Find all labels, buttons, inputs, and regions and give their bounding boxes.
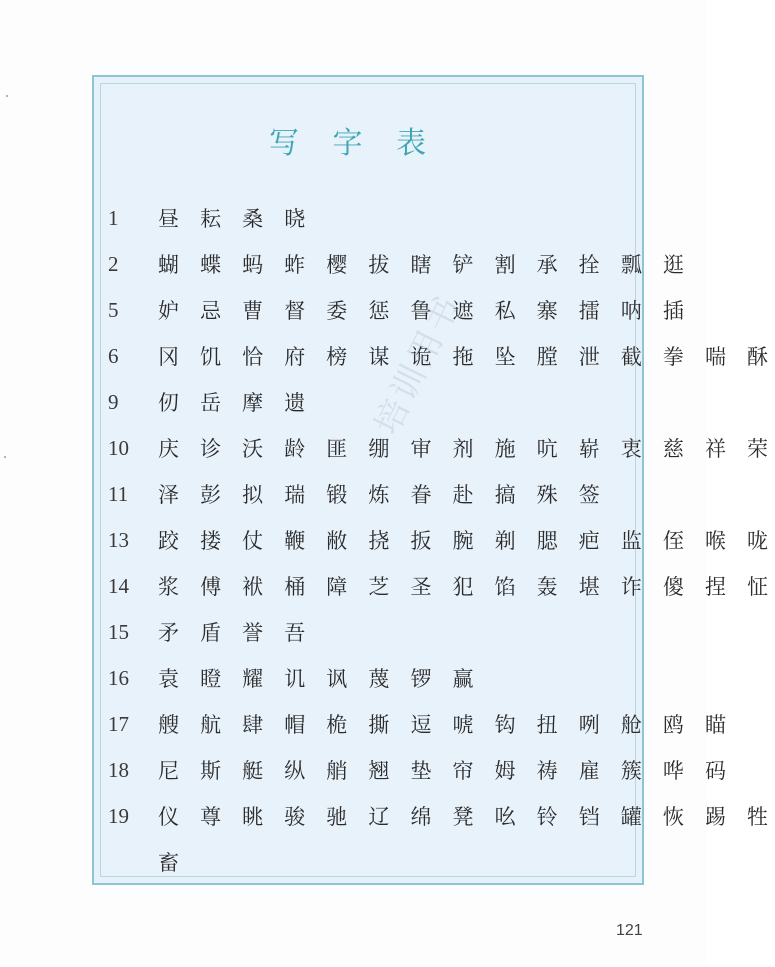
watermark: 培训用书 <box>367 286 470 442</box>
lesson-number: 16 <box>108 665 129 690</box>
page-title: 写 字 表 <box>268 126 439 161</box>
lesson-number: 11 <box>108 481 129 506</box>
lesson-characters: 艘 航 肆 帽 桅 撕 逗 唬 钩 扭 咧 舱 鸥 瞄 <box>158 713 734 737</box>
scan-speck <box>6 95 8 97</box>
lesson-characters: 畜 <box>158 851 187 875</box>
lesson-characters: 蝴 蝶 蚂 蚱 樱 拔 瞎 铲 割 承 拴 瓢 逛 <box>158 253 692 277</box>
list-item <box>108 520 775 560</box>
lesson-characters: 冈 饥 恰 府 榜 谋 诡 拖 坠 膛 泄 截 拳 喘 酥 <box>158 345 775 369</box>
lesson-characters: 仞 岳 摩 遗 <box>158 391 313 415</box>
list-item <box>108 612 312 652</box>
page-number: 121 <box>616 922 643 939</box>
scan-speck <box>4 456 6 458</box>
lesson-number: 6 <box>108 343 119 368</box>
lesson-number: 13 <box>108 527 129 552</box>
lesson-number: 19 <box>108 803 129 828</box>
lesson-characters: 跤 搂 仗 鞭 敝 挠 扳 腕 剃 腮 疤 监 侄 喉 咙 <box>158 529 775 553</box>
lesson-characters: 妒 忌 曹 督 委 惩 鲁 遮 私 寨 擂 呐 插 <box>158 299 692 323</box>
lesson-characters: 仪 尊 眺 骏 驰 辽 绵 凳 吆 铃 铛 罐 恢 踢 牲 <box>158 805 775 829</box>
list-item <box>108 290 691 330</box>
lesson-number: 1 <box>108 205 119 230</box>
list-item <box>108 796 775 836</box>
list-item <box>108 658 481 698</box>
lesson-number: 18 <box>108 757 129 782</box>
lesson-characters: 袁 瞪 耀 讥 讽 蔑 锣 赢 <box>158 667 481 691</box>
list-item <box>108 198 312 238</box>
list-item <box>108 566 775 606</box>
lesson-number: 2 <box>108 251 119 276</box>
lesson-characters: 庆 诊 沃 龄 匪 绷 审 剂 施 吭 崭 衷 慈 祥 荣 <box>158 437 775 461</box>
lesson-number: 14 <box>108 573 129 598</box>
list-item <box>108 428 775 468</box>
list-item <box>108 244 691 284</box>
lesson-characters: 矛 盾 誉 吾 <box>158 621 313 645</box>
list-item-continuation <box>108 842 186 882</box>
lesson-number: 10 <box>108 435 129 460</box>
list-item <box>108 704 733 744</box>
lesson-number: 5 <box>108 297 119 322</box>
lesson-number: 17 <box>108 711 129 736</box>
lesson-number: 9 <box>108 389 119 414</box>
lesson-number: 15 <box>108 619 129 644</box>
lesson-characters: 浆 傅 袱 桶 障 芝 圣 犯 馅 轰 堪 诈 傻 捏 怔 <box>158 575 775 599</box>
list-item <box>108 474 607 514</box>
lesson-characters: 昼 耘 桑 晓 <box>158 207 313 231</box>
list-item <box>108 382 312 422</box>
lesson-characters: 尼 斯 艇 纵 艄 翘 垫 帘 姆 祷 雇 簇 哗 码 <box>158 759 734 783</box>
list-item <box>108 750 733 790</box>
lesson-characters: 泽 彭 拟 瑞 锻 炼 眷 赴 搞 殊 签 <box>158 483 607 507</box>
